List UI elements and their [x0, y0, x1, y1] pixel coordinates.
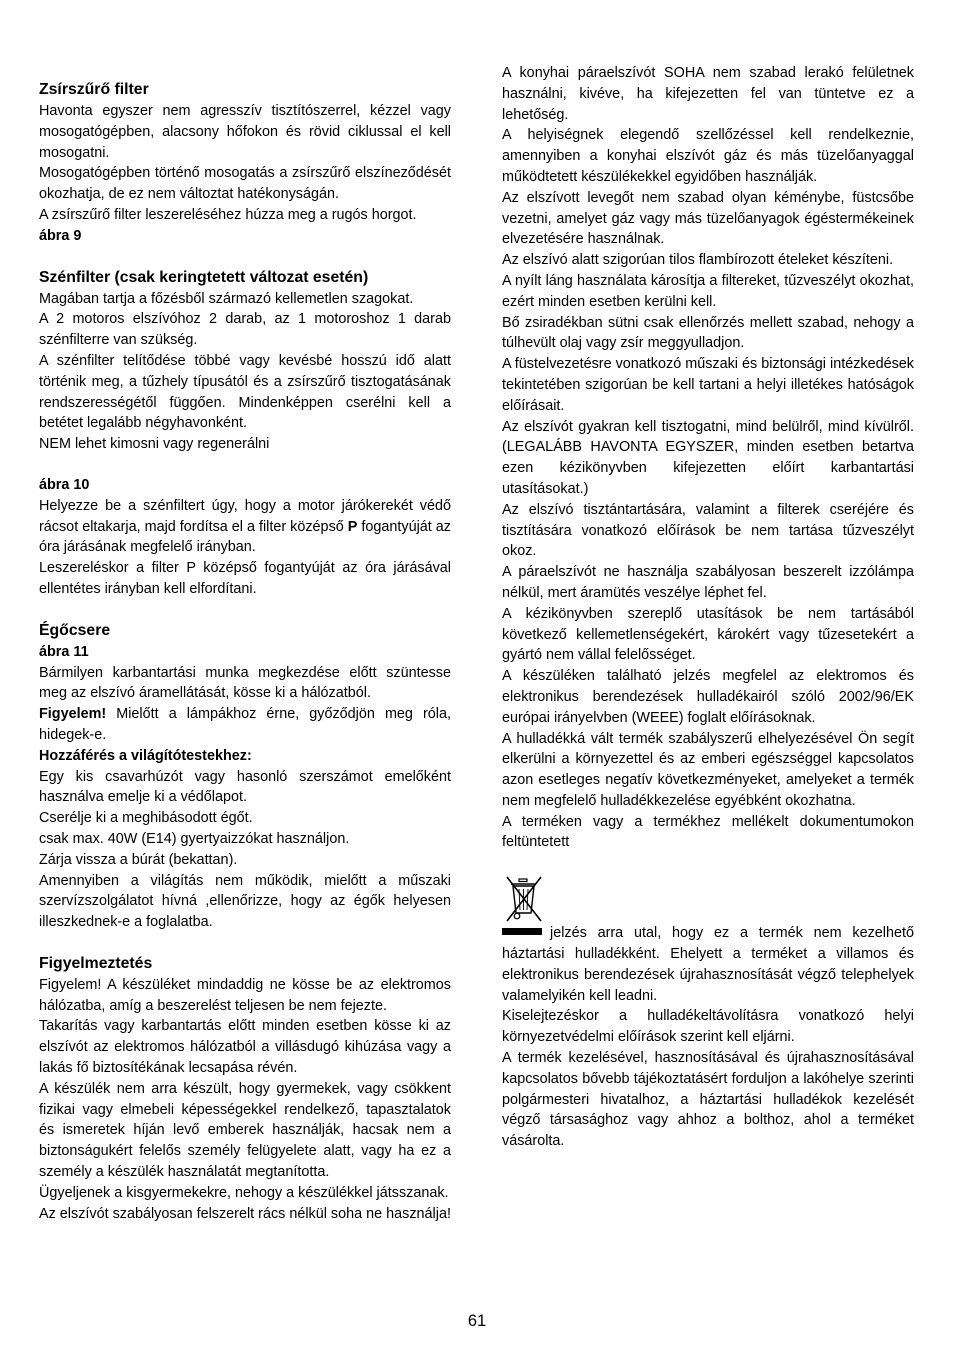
left-column	[39, 79, 451, 1224]
black-bar-icon	[502, 928, 542, 935]
paragraph: A szénfilter telítődése többé vagy kevésbé hosszú idő alatt történik meg, a tűzhely típusától és a zsírszűrő tisztogatásának rendszerességétől függően. Mindenképpen cserélni kell a betétet legalább négyhavonként.	[39, 352, 451, 432]
paragraph: A kézikönyvben szereplő utasítások be nem tartásából következő kellemetlenségekért, károkért vagy tűzesetekért a gyártó nem vállal felelősséget.	[502, 605, 914, 664]
paragraph: Az elszívót gyakran kell tisztogatni, mind belülről, mind kívülről. (LEGALÁBB HAVONTA EGYSZER, minden esetben betartva ezen kézikönyvben kifejezetten előírt karbantartási utasításokat.)	[502, 418, 914, 497]
paragraph: Egy kis csavarhúzót vagy hasonló szerszámot emelőként használva emelje ki a védőlapot.	[39, 768, 451, 806]
paragraph: Takarítás vagy karbantartás előtt minden esetben kösse ki az elszívót az elektromos hálózatból a villásdugó kihúzása vagy a lakás fő biztosítékának lecsapása révén.	[39, 1018, 451, 1077]
paragraph: A hulladékká vált termék szabályszerű elhelyezésével Ön segít elkerülni a környezettel és az emberi egészséggel kapcsolatos azon esetleges negatív következményeket, amelyeket a termék nem megfelelő hulladékkezelése egyébként okozhatna.	[502, 730, 914, 809]
text-run: Mielőtt a lámpákhoz érne, győződjön meg róla, hidegek-e.	[39, 706, 451, 743]
paragraph: Bő zsiradékban sütni csak ellenőrzés mellett szabad, nehogy a túlhevült olaj vagy zsír meggyulladjon.	[502, 314, 914, 352]
paragraph: NEM lehet kimosni vagy regenerálni	[39, 436, 270, 453]
text-run-bold: Figyelem!	[39, 706, 107, 723]
paragraph: A termék kezelésével, hasznosításával és újrahasznosításával kapcsolatos bővebb tájékoztatásért forduljon a lakóhelye szerinti polgármesteri hivatalhoz, a háztartási hulladékok kezelését végző társasághoz vagy ahhoz a bolthoz, ahol a terméket vásárolta.	[502, 1050, 914, 1150]
section-title-bulb-replacement: Égőcsere	[39, 621, 111, 639]
figure-reference: ábra 11	[39, 643, 89, 660]
paragraph: A készüléken található jelzés megfelel az elektromos és elektronikus berendezések hulladékairól szóló 2002/96/EK európai irányelvben (WEEE) foglalt előírásoknak.	[502, 668, 914, 726]
section-title-warnings: Figyelmeztetés	[39, 954, 153, 972]
paragraph	[39, 704, 451, 746]
paragraph: A zsírszűrő filter leszereléséhez húzza meg a rugós horgot.	[39, 206, 417, 223]
figure-reference: ábra 10	[39, 476, 90, 493]
paragraph: A helyiségnek elegendő szellőzéssel kell rendelkeznie, amennyiben a konyhai elszívót gáz és más tüzelőanyaggal működtetett készülékekkel egyidőben használják.	[502, 127, 914, 185]
paragraph: A 2 motoros elszívóhoz 2 darab, az 1 motoroshoz 1 darab szénfilterre van szükség.	[39, 311, 451, 349]
paragraph: A készülék nem arra készült, hogy gyermekek, vagy csökkent fizikai vagy elmebeli képességekkel rendelkező, tapasztalatok és ismeretek híján levő emberek használják, hacsak nem a biztonságukért felelős személy felügyelete alatt, vagy ha ez a személy a készülék használatát megtanította.	[39, 1080, 451, 1181]
paragraph: A konyhai páraelszívót SOHA nem szabad lerakó felületnek használni, kivéve, ha kifejezetten fel van tüntetve ez a lehetőség.	[502, 65, 914, 123]
section-title-grease-filter: Zsírszűrő filter	[39, 81, 149, 98]
paragraph	[39, 496, 451, 558]
paragraph: Az elszívó alatt szigorúan tilos flambírozott ételeket készíteni.	[502, 252, 894, 269]
section-title-carbon-filter: Szénfilter (csak keringtetett változat esetén)	[39, 268, 369, 286]
paragraph: Cserélje ki a meghibásodott égőt.	[39, 810, 253, 827]
paragraph: Az elszívott levegőt nem szabad olyan kéménybe, füstcsőbe vezetni, amelyet gáz vagy más tüzelőanyagok égéstermékeinek elvezetésére használnak.	[502, 189, 914, 248]
paragraph: Kiselejtezéskor a hulladékeltávolításra vonatkozó helyi környezetvédelmi előírások szerint kell eljárni.	[502, 1008, 914, 1046]
text-run: jelzés arra utal, hogy ez a termék nem kezelhető háztartási hulladékként. Ehelyett a terméket a villamos és elektronikus berendezések újrahasznosítását végző telephelyek valamelyikén kell leadni.	[502, 925, 914, 1004]
paragraph: Figyelem! A készüléket mindaddig ne kösse be az elektromos hálózatba, amíg a beszerelést teljesen be nem fejezte.	[39, 976, 451, 1014]
paragraph	[502, 923, 914, 1006]
subheading: Hozzáférés a világítótestekhez:	[39, 747, 252, 764]
paragraph: A páraelszívót ne használja szabályosan beszerelt izzólámpa nélkül, mert áramütés veszélye léphet fel.	[502, 564, 914, 601]
right-column	[502, 63, 914, 1152]
paragraph: Magában tartja a főzésből származó kellemetlen szagokat.	[39, 290, 414, 307]
page-number: 61	[467, 1312, 487, 1330]
text-run-bold: P	[347, 518, 358, 535]
paragraph: Bármilyen karbantartási munka megkezdése előtt szüntesse meg az elszívó áramellátását, kösse ki a hálózatból.	[39, 664, 451, 702]
paragraph: Mosogatógépben történő mosogatás a zsírszűrő elszíneződését okozhatja, de ez nem változtat hatékonyságán.	[39, 165, 451, 203]
paragraph: Zárja vissza a búrát (bekattan).	[39, 851, 238, 868]
paragraph: csak max. 40W (E14) gyertyaizzókat használjon.	[39, 830, 350, 847]
paragraph: A nyílt láng használata károsítja a filtereket, tűzveszélyt okozhat, ezért minden esetben kerülni kell.	[502, 272, 914, 310]
paragraph: Az elszívó tisztántartására, valamint a filterek cseréjére és tisztítására vonatkozó előírások be nem tartása tűzveszélyt okoz.	[502, 501, 914, 560]
paragraph: Amennyiben a világítás nem működik, mielőtt a műszaki szervízszolgálatot hívná ,ellenőrizze, hogy az égők helyesen illeszkednek-e a foglalatba.	[39, 872, 451, 931]
weee-symbol-block	[502, 875, 914, 923]
paragraph: A terméken vagy a termékhez mellékelt dokumentumokon feltüntetett	[502, 813, 914, 851]
crossed-out-wheelie-bin-icon	[502, 875, 546, 923]
paragraph: Ügyeljenek a kisgyermekekre, nehogy a készülékkel játsszanak.	[39, 1184, 449, 1201]
paragraph: Az elszívót szabályosan felszerelt rács nélkül soha ne használja!	[39, 1205, 451, 1222]
paragraph: Leszereléskor a filter P középső fogantyúját az óra járásával ellentétes irányban kell elfordítani.	[39, 560, 451, 597]
text-run: Helyezze be a szénfiltert úgy, hogy a motor járókerekét védő rácsot eltakarja, majd fordítsa el a filter középső	[39, 497, 451, 535]
figure-reference: ábra 9	[39, 227, 82, 244]
text-run: fogantyúját az óra járásának megfelelő irányban.	[39, 518, 451, 556]
paragraph: A füstelvezetésre vonatkozó műszaki és biztonsági intézkedések tekintetében szigorúan be kell tartani a helyi illetékes hatóságok előírásait.	[502, 356, 914, 414]
paragraph: Havonta egyszer nem agresszív tisztítószerrel, kézzel vagy mosogatógépben, alacsony hőfokon és rövid ciklussal el kell mosogatni.	[39, 103, 451, 161]
